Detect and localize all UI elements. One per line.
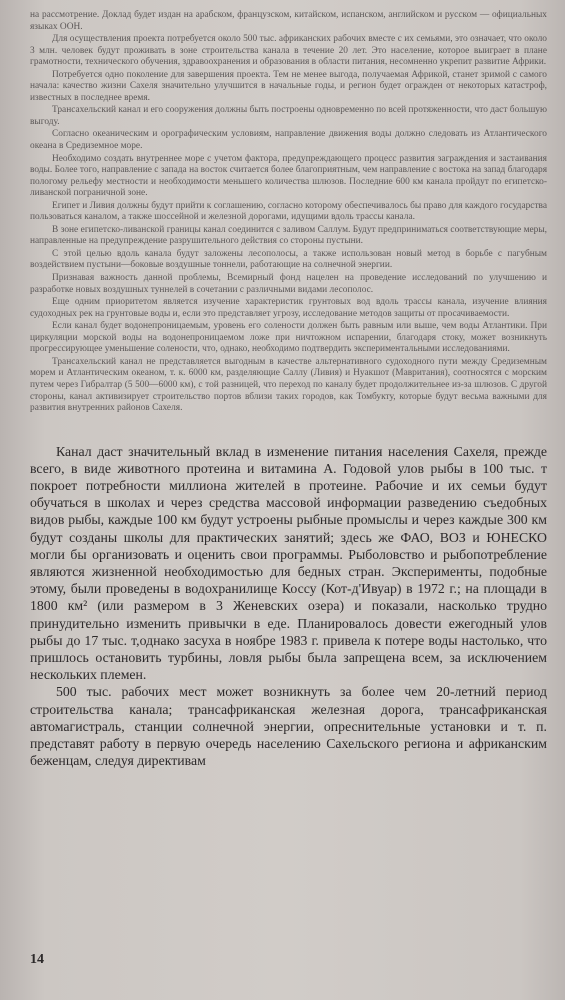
paragraph: Трансахельский канал не представляется выгодным в качестве альтернативного судоходного пути между Средиземным морем и Атлантическим океаном, т. к. 6000 км, разделяющие Саллу (Ливия) и Нуакшот (Мавритания), соотносятся с морским путем через Гибралтар (5 500—6000 км), с той разницей, что переход по каналу будет продолжительнее из-за шлюзов. С другой стороны, канал активизирует строительство портов вблизи таких городов, как Томбукту, которые будут весьма важными для развития внутренних районов Сахеля. xyxy=(30,356,547,414)
paragraph: Если канал будет водонепроницаемым, уровень его солености должен быть равным или выше, чем воды Атлантики. При циркуляции морской воды на водонепроницаемом ложе при ничтожном испарении, благодаря стоку, может возникнуть прогрессирующее уменьшение солености, что, однако, необходимо подтвердить экспериментальными исследованиями. xyxy=(30,321,547,355)
paragraph: на рассмотрение. Доклад будет издан на арабском, французском, китайском, испанском, английском и русском — официальных языках ООН. xyxy=(30,10,547,32)
paragraph: Трансахельский канал и его сооружения должны быть построены одновременно по всей протяженности, что даст большую выгоду. xyxy=(30,105,547,127)
paragraph: Согласно океаническим и орографическим условиям, направление движения воды должно следовать из Атлантического океана в Средиземное море. xyxy=(30,129,547,152)
paragraph: Признавая важность данной проблемы, Всемирный фонд нацелен на проведение исследований по улучшению и разработке новых воздушных туннелей в сочетании с различными видами лесополос. xyxy=(30,273,547,295)
paragraph: Потребуется одно поколение для завершения проекта. Тем не менее выгода, получаемая Африкой, станет зримой с самого начала: качество жизни Сахеля значительно улучшится в начальные годы, и регион будет огражден от некоторых катастроф, известных в последнее время. xyxy=(30,69,547,103)
large-print-section xyxy=(30,443,547,770)
paragraph: В зоне египетско-ливанской границы канал соединится с заливом Саллум. Будут предприниматься соответствующие меры, направленные на предупреждение разрушительного действия со стороны пустыни. xyxy=(30,224,547,247)
paragraph: Необходимо создать внутреннее море с учетом фактора, предупреждающего процесс развития заграждения и застаивания воды. Более того, направление с запада на восток считается более благоприятным, чем направление с востока на запад благодаря пологому рельефу местности и необходимости меньшего количества шлюзов. Последние 600 км канала пройдут по египетско-ливанской пограничной зоне. xyxy=(30,153,547,199)
page-number: 14 xyxy=(30,952,44,967)
small-print-section xyxy=(30,10,547,415)
paragraph: Еще одним приоритетом является изучение характеристик грунтовых вод вдоль трассы канала, изучение влияния судоходных рек на грунтовые воды и, если это представляет угрозу, исследование методов защиты от просачиваемости. xyxy=(30,297,547,319)
paragraph: С этой целью вдоль канала будут заложены лесополосы, а также использован новый метод в борьбе с пагубным воздействием пустыни—боковые воздушные тоннели, работающие на солнечной энергии. xyxy=(30,248,547,271)
paragraph: Канал даст значительный вклад в изменение питания населения Сахеля, прежде всего, в виде животного протеина и витамина А. Годовой улов рыбы в 100 тыс. т покроет потребности миллиона жителей в протеине. Рабочие и их семьи будут обучаться в школах и через средства массовой информации разведению съедобных видов рыбы, каждые 100 км будут устроены рыбные промыслы и через каждые 300 км будут созданы школы для практических занятий; здесь же ФАО, ВОЗ и ЮНЕСКО могли бы организовать и оценить свои программы. Рыболовство и рыбопотребление являются жизненной необходимостью для бедных стран. Эксперименты, подобные этому, были проведены в водохранилище Коссу (Кот-д'Ивуар) в 1972 г.; на площади в 1800 км² (или размером в 3 Женевских озера) и показали, насколько трудно принудительно изменить привычки в еде. Планировалось довести ежегодный улов рыбы до 17 тыс. т,однако засуха в ноябре 1983 г. привела к потере воды настолько, что пришлось остановить турбины, ловля рыбы была запрещена всем, за исключением нескольких племен. xyxy=(30,443,547,683)
paragraph: Египет и Ливия должны будут прийти к соглашению, согласно которому обеспечивалось бы право для каждого государства пользоваться каналом, а также шоссейной и железной дорогами, идущими вдоль трассы канала. xyxy=(30,200,548,223)
paragraph: 500 тыс. рабочих мест может возникнуть за более чем 20-летний период строительства канала; трансафриканская железная дорога, трансафриканская автомагистраль, станции солнечной энергии, опреснительные установки и т. п. представят работу в первую очередь населению Сахельского региона и африканским беженцам, следуя директивам xyxy=(30,684,547,769)
paragraph: Для осуществления проекта потребуется около 500 тыс. африканских рабочих вместе с их семьями, это означает, что около 3 млн. человек будут проживать в зоне строительства канала в течение 20 лет. Это население, которое выиграет в плане грамотности, технического обучения, здравоохранения и образования в области питания, несомненно укрепит развитие Африки. xyxy=(30,34,547,68)
